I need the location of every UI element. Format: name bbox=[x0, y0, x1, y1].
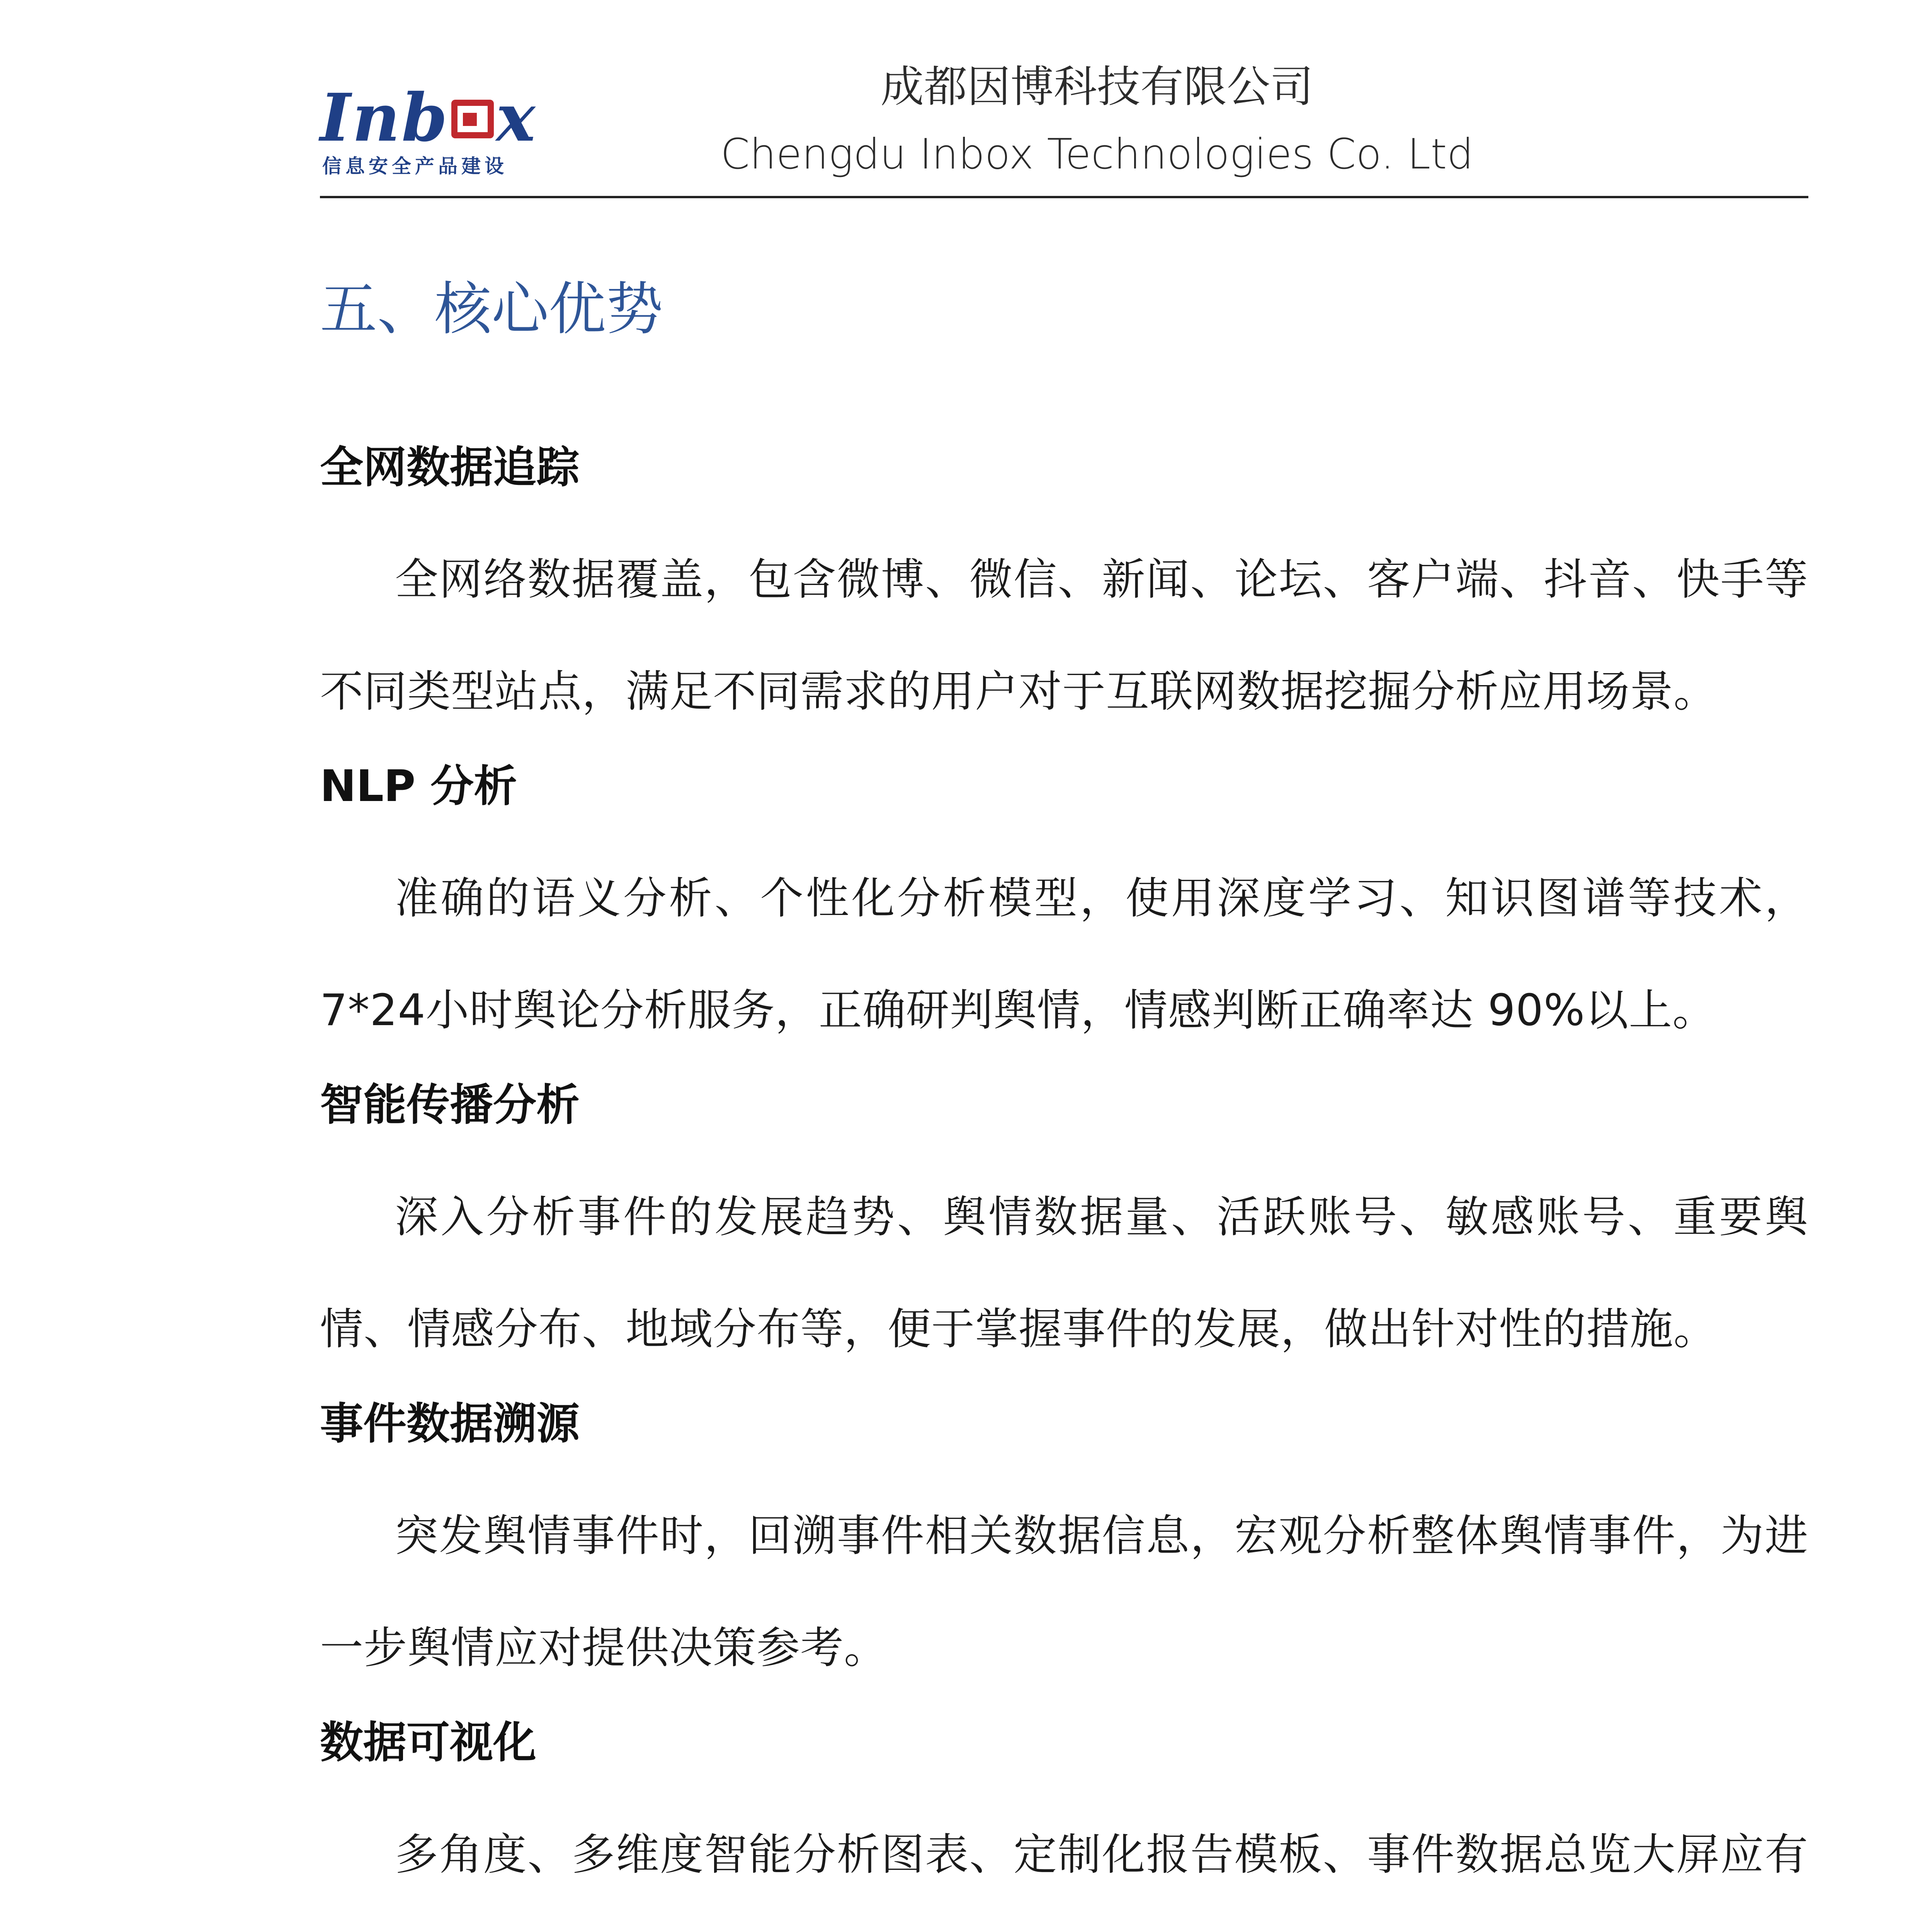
page-header bbox=[320, 46, 1808, 199]
section-title: 五、核心优势 bbox=[320, 276, 663, 342]
advantage-title: 全网数据追踪 bbox=[320, 442, 580, 493]
company-name-chinese: 成都因博科技有限公司 bbox=[881, 62, 1313, 112]
header-divider bbox=[320, 196, 1808, 198]
advantage-body: 突发舆情事件时，回溯事件相关数据信息，宏观分析整体舆情事件，为进一步舆情应对提供决策参考。 bbox=[320, 1511, 1808, 1673]
advantage-item bbox=[320, 437, 1808, 748]
company-name-english: Chengdu Inbox Technologies Co. Ltd bbox=[720, 130, 1474, 179]
advantage-title: 智能传播分析 bbox=[320, 1080, 580, 1130]
advantage-item bbox=[320, 1074, 1808, 1385]
advantage-title: NLP 分析 bbox=[320, 761, 517, 811]
section-content bbox=[320, 437, 1808, 1932]
advantage-item bbox=[320, 1393, 1808, 1704]
logo-wordmark: Inb x bbox=[320, 79, 537, 156]
logo-tagline: 信息安全产品建设 bbox=[322, 155, 508, 177]
advantage-title: 事件数据溯源 bbox=[320, 1399, 580, 1449]
advantage-item bbox=[320, 1712, 1808, 1932]
advantage-title: 数据可视化 bbox=[320, 1718, 536, 1768]
advantage-item bbox=[320, 755, 1808, 1066]
advantage-body: 深入分析事件的发展趋势、舆情数据量、活跃账号、敏感账号、重要舆情、情感分布、地域分布等，便于掌握事件的发展，做出针对性的措施。 bbox=[320, 1192, 1808, 1354]
advantage-body: 多角度、多维度智能分析图表、定制化报告模板、事件数据总览大屏应有 bbox=[395, 1830, 1808, 1880]
advantage-body: 准确的语义分析、个性化分析模型，使用深度学习、知识图谱等技术，7*24小时舆论分析服务，正确研判舆情，情感判断正确率达 90%以上。 bbox=[320, 873, 1808, 1036]
advantage-body: 全网络数据覆盖，包含微博、微信、新闻、论坛、客户端、抖音、快手等不同类型站点，满足不同需求的用户对于互联网数据挖掘分析应用场景。 bbox=[320, 554, 1808, 717]
